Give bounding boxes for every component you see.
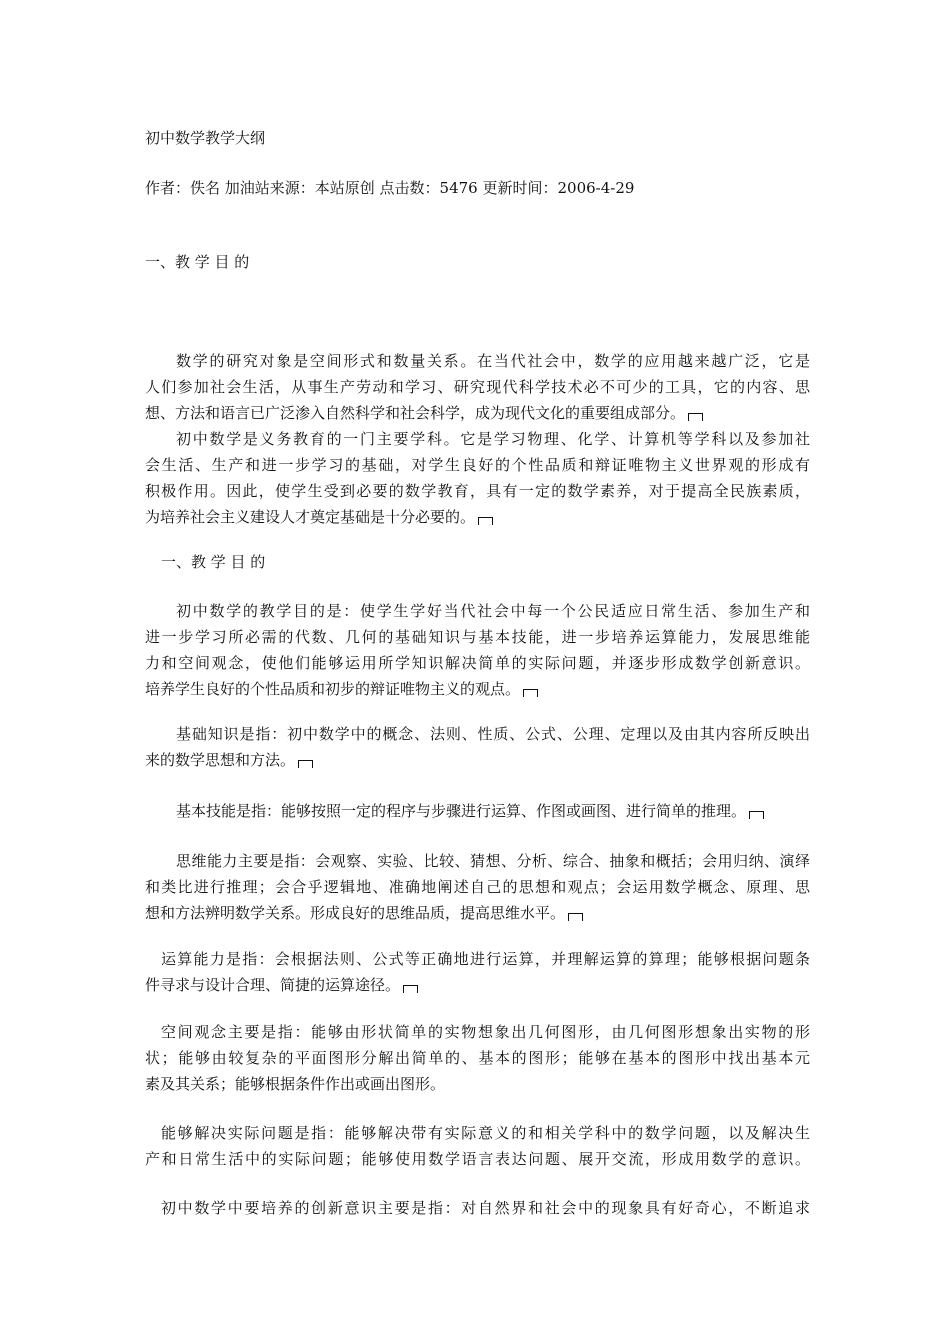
paragraph-line: 空间观念主要是指：能够由形状简单的实物想象出几何图形，由几何图形想象出实物的形 — [161, 1023, 810, 1041]
paragraph-mark-icon — [749, 811, 764, 819]
paragraph-line: 培养学生良好的个性品质和初步的辩证唯物主义的观点。 — [145, 676, 810, 702]
paragraph-mark-icon — [403, 985, 418, 993]
section-heading: 一、教 学 目 的 — [161, 553, 266, 571]
paragraph-line: 人们参加社会生活，从事生产劳动和学习、研究现代科学技术必不可少的工具，它的内容、思 — [145, 378, 810, 396]
paragraph-line: 初中数学的教学目的是：使学生学好当代社会中每一个公民适应日常生活、参加生产和 — [176, 602, 810, 620]
paragraph-mark-icon — [523, 689, 538, 697]
document-title: 初中数学教学大纲 — [145, 129, 266, 147]
paragraph-line: 状；能够由较复杂的平面图形分解出简单的、基本的图形；能够在基本的图形中找出基本元 — [145, 1049, 810, 1067]
paragraph-line: 会生活、生产和进一步学习的基础，对学生良好的个性品质和辩证唯物主义世界观的形成有 — [145, 456, 810, 474]
paragraph-line: 初中数学是义务教育的一门主要学科。它是学习物理、化学、计算机等学科以及参加社 — [176, 430, 810, 448]
paragraph-mark-icon — [298, 760, 313, 768]
paragraph-line: 基本技能是指：能够按照一定的程序与步骤进行运算、作图或画图、进行简单的推理。 — [145, 798, 810, 824]
paragraph-line: 件寻求与设计合理、简捷的运算途径。 — [145, 972, 810, 998]
paragraph-line: 来的数学思想和方法。 — [145, 747, 810, 773]
paragraph-line: 初中数学中要培养的创新意识主要是指：对自然界和社会中的现象具有好奇心，不断追求 — [161, 1199, 810, 1217]
paragraph-line: 产和日常生活中的实际问题；能够使用数学语言表达问题、展开交流，形成用数学的意识。 — [145, 1150, 810, 1168]
paragraph-mark-icon — [568, 913, 583, 921]
paragraph-line: 进一步学习所必需的代数、几何的基础知识与基本技能，进一步培养运算能力，发展思维能 — [145, 628, 810, 646]
paragraph-line: 数学的研究对象是空间形式和数量关系。在当代社会中，数学的应用越来越广泛，它是 — [176, 352, 810, 370]
paragraph-line: 为培养社会主义建设人才奠定基础是十分必要的。 — [145, 504, 810, 530]
paragraph-mark-icon — [478, 517, 493, 525]
paragraph-mark-icon — [688, 413, 703, 421]
article-meta-line: 作者：佚名 加油站来源：本站原创 点击数：5476 更新时间：2006-4-29 — [145, 179, 635, 197]
paragraph-line: 想和方法辨明数学关系。形成良好的思维品质，提高思维水平。 — [145, 900, 810, 926]
paragraph-line: 思维能力主要是指：会观察、实验、比较、猜想、分析、综合、抽象和概括；会用归纳、演绎 — [176, 852, 810, 870]
paragraph-line: 力和空间观念，使他们能够运用所学知识解决简单的实际问题，并逐步形成数学创新意识。 — [145, 654, 810, 672]
paragraph-line: 积极作用。因此，使学生受到必要的数学教育，具有一定的数学素养，对于提高全民族素质， — [145, 482, 810, 500]
paragraph-line: 基础知识是指：初中数学中的概念、法则、性质、公式、公理、定理以及由其内容所反映出 — [176, 725, 810, 743]
paragraph-line: 运算能力是指：会根据法则、公式等正确地进行运算，并理解运算的算理；能够根据问题条 — [161, 950, 810, 968]
section-heading: 一、教 学 目 的 — [145, 253, 250, 271]
paragraph-line: 想、方法和语言已广泛渗入自然科学和社会科学，成为现代文化的重要组成部分。 — [145, 400, 810, 426]
paragraph-line: 素及其关系；能够根据条件作出或画出图形。 — [145, 1075, 446, 1093]
paragraph-line: 和类比进行推理；会合乎逻辑地、准确地阐述自己的思想和观点；会运用数学概念、原理、思 — [145, 878, 810, 896]
paragraph-line: 能够解决实际问题是指：能够解决带有实际意义的和相关学科中的数学问题，以及解决生 — [161, 1124, 810, 1142]
